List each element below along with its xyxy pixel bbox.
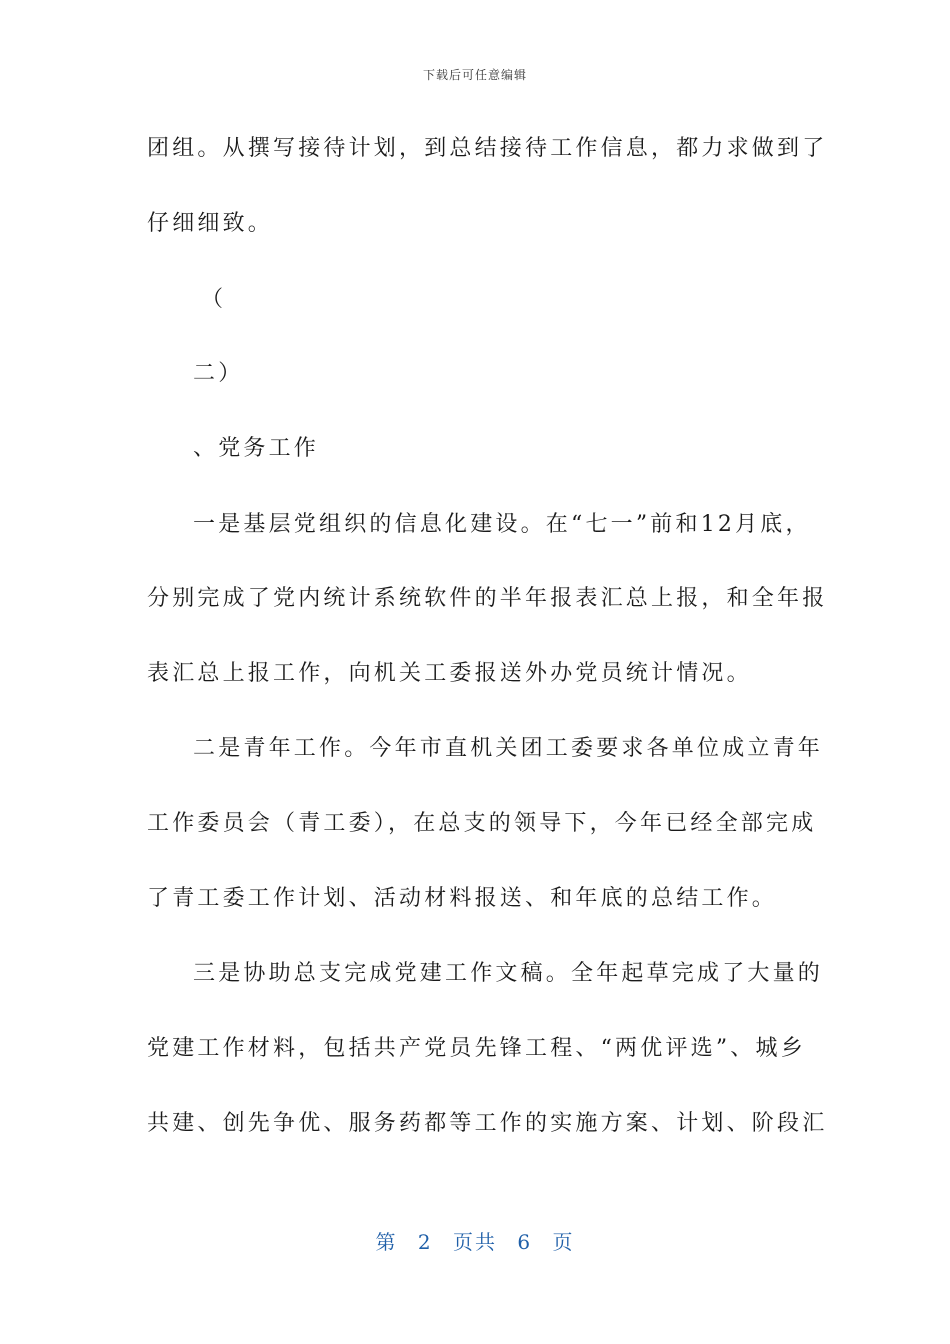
paragraph-line: 二是青年工作。今年市直机关团工委要求各单位成立青年	[193, 736, 824, 761]
paragraph-line: 党建工作材料，包括共产党员先锋工程、“两优评选”、城乡	[147, 1036, 806, 1061]
paragraph-line: 团组。从撰写接待计划，到总结接待工作信息，都力求做到了	[147, 136, 828, 161]
footer-suffix: 页	[552, 1230, 575, 1254]
page-header: 下载后可任意编辑	[422, 68, 527, 82]
paragraph-line: 分别完成了党内统计系统软件的半年报表汇总上报，和全年报	[147, 586, 828, 611]
total-page-count: 6	[517, 1230, 533, 1254]
paragraph-line: 一是基层党组织的信息化建设。在“七一”前和12月底，	[193, 512, 811, 537]
page-footer	[0, 1226, 950, 1255]
footer-prefix: 第	[375, 1230, 398, 1254]
footer-middle: 页共	[453, 1230, 497, 1254]
paragraph-line: 二）	[193, 361, 244, 386]
paragraph-line: 共建、创先争优、服务药都等工作的实施方案、计划、阶段汇	[147, 1111, 828, 1136]
current-page-number: 2	[417, 1230, 433, 1254]
paragraph-line: 仔细细致。	[147, 211, 274, 236]
section-heading: 、党务工作	[193, 436, 320, 461]
paragraph-line: 三是协助总支完成党建工作文稿。全年起草完成了大量的	[193, 961, 824, 986]
paragraph-line: （	[201, 287, 227, 312]
paragraph-line: 工作委员会（青工委），在总支的领导下，今年已经全部完成	[147, 811, 817, 836]
paragraph-line: 了青工委工作计划、活动材料报送、和年底的总结工作。	[147, 886, 778, 911]
paragraph-line: 表汇总上报工作，向机关工委报送外办党员统计情况。	[147, 661, 752, 686]
